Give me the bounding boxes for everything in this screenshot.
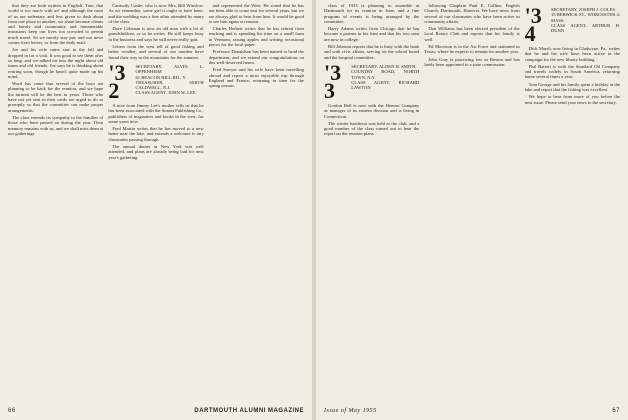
class-agent: CLASS AGENT, JOHN W. LEE xyxy=(135,90,196,96)
class-officers xyxy=(551,7,620,33)
class-officers xyxy=(135,64,203,96)
paragraph: Fred Martin writes that he has moved to a new home near the lake, and extends a welcome to any classmates passing through. xyxy=(108,126,204,142)
paragraph: that they are both written in English. True, that world is too much with us! and although the most of us are sedentary and less given to dash about from one place to another, we share because clients and family and community and innumerable intrusions keep our lives too crowded to permit much travel. So we mostly stay put, and our news comes from letters, or from the daily mail. xyxy=(8,3,104,46)
issue-date: Issue of May 1955 xyxy=(324,408,377,414)
paragraph: Bill Johnson reports that he is busy with the bank and with civic affairs, serving on the school board and the hospital committee. xyxy=(324,44,420,60)
paragraph: and represented the West. He stated that he has not been able to come east for several years, but we are always glad to hear from him. It would be good to see him again at reunion. xyxy=(208,3,304,24)
class-address: 61 BEACON HILL RD., Y. xyxy=(135,74,187,80)
paragraph: Letters from the west tell of good fishing and better weather, and several of our number have found their way to the mountains for the summer. xyxy=(108,44,204,60)
paragraph: Phil Barrett is with the Standard Oil Company and travels widely in South America, returning home several times a year. xyxy=(524,63,620,80)
paragraph: following Chaplain Paul E. Collins, English Church, Dartmouth, Hanover. We have news from several of our classmates who have been active in community affairs. xyxy=(424,3,520,24)
page-number: 67 xyxy=(612,408,620,414)
class-agent: CLASS AGENT, RICHARD LAWTON xyxy=(351,79,420,91)
class-heading-34 xyxy=(524,3,620,46)
paragraph: The class extends its sympathy to the families of those who have passed on during the year. Their memory remains with us, and we shall miss them at our gatherings. xyxy=(8,114,104,136)
class-address: COUNTRY ROAD, NORTH TOWN, N.Y. xyxy=(351,69,420,80)
right-column-3 xyxy=(525,3,620,398)
paragraph: Tom George and his family spent a holiday at the lake and report that the fishing was excellent. xyxy=(524,81,620,93)
class-number: '32 xyxy=(108,59,126,103)
paragraph: Ed Morrison is in the Air Force and stationed in Texas, where he expects to remain for another year. xyxy=(424,44,520,55)
paragraph: The annual dinner in New York was well attended, and plans are already being laid for next year's gathering. xyxy=(108,144,204,160)
paragraph: A note from Jimmy Lee's mother tells us that he has been associated with the Sunset Publishing Co., publishers of magazines and books in the west, for some years now. xyxy=(108,102,204,124)
paragraph: Don Williams has been elected president of the local Rotary Club and reports that his family is well. xyxy=(424,26,520,42)
left-columns xyxy=(8,3,304,398)
class-heading-32 xyxy=(108,59,204,103)
class-agent: CLASS AGENT, ARTHUR H. DUNN xyxy=(550,22,620,34)
right-column-2 xyxy=(424,3,519,398)
paragraph: Fred Sawyer and his wife have been travelling abroad and report a most enjoyable trip through England and France, returning in time for the spring season. xyxy=(208,67,304,89)
class-address: 15 BERWICK ST., WORCESTER 4, MASS. xyxy=(550,12,620,23)
right-columns xyxy=(324,3,620,398)
left-column-3 xyxy=(209,3,304,398)
left-column-2 xyxy=(108,3,203,398)
paragraph: class of 1933 is planning to assemble at Dartmouth for its reunion in June, and a fine program of events is being arranged by the committee. xyxy=(324,3,420,24)
paragraph: We hope to hear from more of you before the next issue. Please send your news to the secretary. xyxy=(524,94,620,105)
paragraph: Joe and his wife came east in the fall and dropped in for a visit. It was good to see them after so long, and we talked far into the night about old times and old friends. Joe says he is thinking about retiring soon, though he hasn't quite made up his mind. xyxy=(8,47,104,79)
class-officers xyxy=(351,64,419,90)
right-page xyxy=(316,0,628,420)
paragraph: Carmody Castle, who is now Mrs. Bill Winslow. As we remember, some girl it ought to have been, and the wedding was a fine affair attended by many of the class. xyxy=(108,3,204,24)
class-number: '34 xyxy=(524,3,542,46)
left-page xyxy=(0,0,312,420)
class-number: '33 xyxy=(324,59,342,103)
paragraph: John Gray is practicing law in Boston and has lately been appointed to a state commission. xyxy=(424,56,520,67)
magazine-title: DARTMOUTH ALUMNI MAGAZINE xyxy=(194,408,304,414)
right-footer xyxy=(324,408,620,414)
paragraph: Gordon Bell is now with the Henson Company as manager of its eastern division and is living in Connecticut. xyxy=(324,102,420,119)
class-secretary: SECRETARY, ALVIN L. OPPENHEIM xyxy=(135,63,204,75)
paragraph: The winter luncheon was held at the club, and a good number of the class turned out to hear the report on the reunion plans. xyxy=(324,120,420,137)
class-treasurer: TREASURER, SMITH CALDWELL, N.J. xyxy=(135,79,204,91)
class-secretary: SECRETARY, JOSEPH J. COLES xyxy=(550,7,615,12)
paragraph: Professor Donaldson has been named to head the department, and we extend our congratulations on this well-deserved honor. xyxy=(208,49,304,65)
paragraph: Dave Coleman is now an old man with a lot of grandchildren, or so he writes. He still keeps busy in the business and says he will never really quit. xyxy=(108,26,204,42)
class-heading-33 xyxy=(324,59,420,103)
right-column-1 xyxy=(324,3,419,398)
paragraph: Word has come that several of the boys are planning to be back for the reunion, and we hope the turnout will be the best in years. Those who have not yet sent in their cards are urged to do so promptly so that the committee can make proper arrangements. xyxy=(8,81,104,113)
page-number: 66 xyxy=(8,408,16,414)
class-secretary: SECRETARY, ALDEN H. SMITH xyxy=(351,63,416,69)
paragraph: Dick Marsh, now living in Gladwyne, Pa., writes that he and his wife have been active in the campaign for the new library building. xyxy=(524,46,620,62)
left-footer xyxy=(8,408,304,414)
left-column-1 xyxy=(8,3,103,398)
paragraph: Charles Herbert writes that he has retired from teaching and is spending his time on a small farm in Vermont, raising apples and writing occasional pieces for the local paper. xyxy=(208,26,304,48)
paragraph: Harry Adams writes from Chicago that he has become a partner in his firm and that his two sons are now in college. xyxy=(324,26,420,42)
